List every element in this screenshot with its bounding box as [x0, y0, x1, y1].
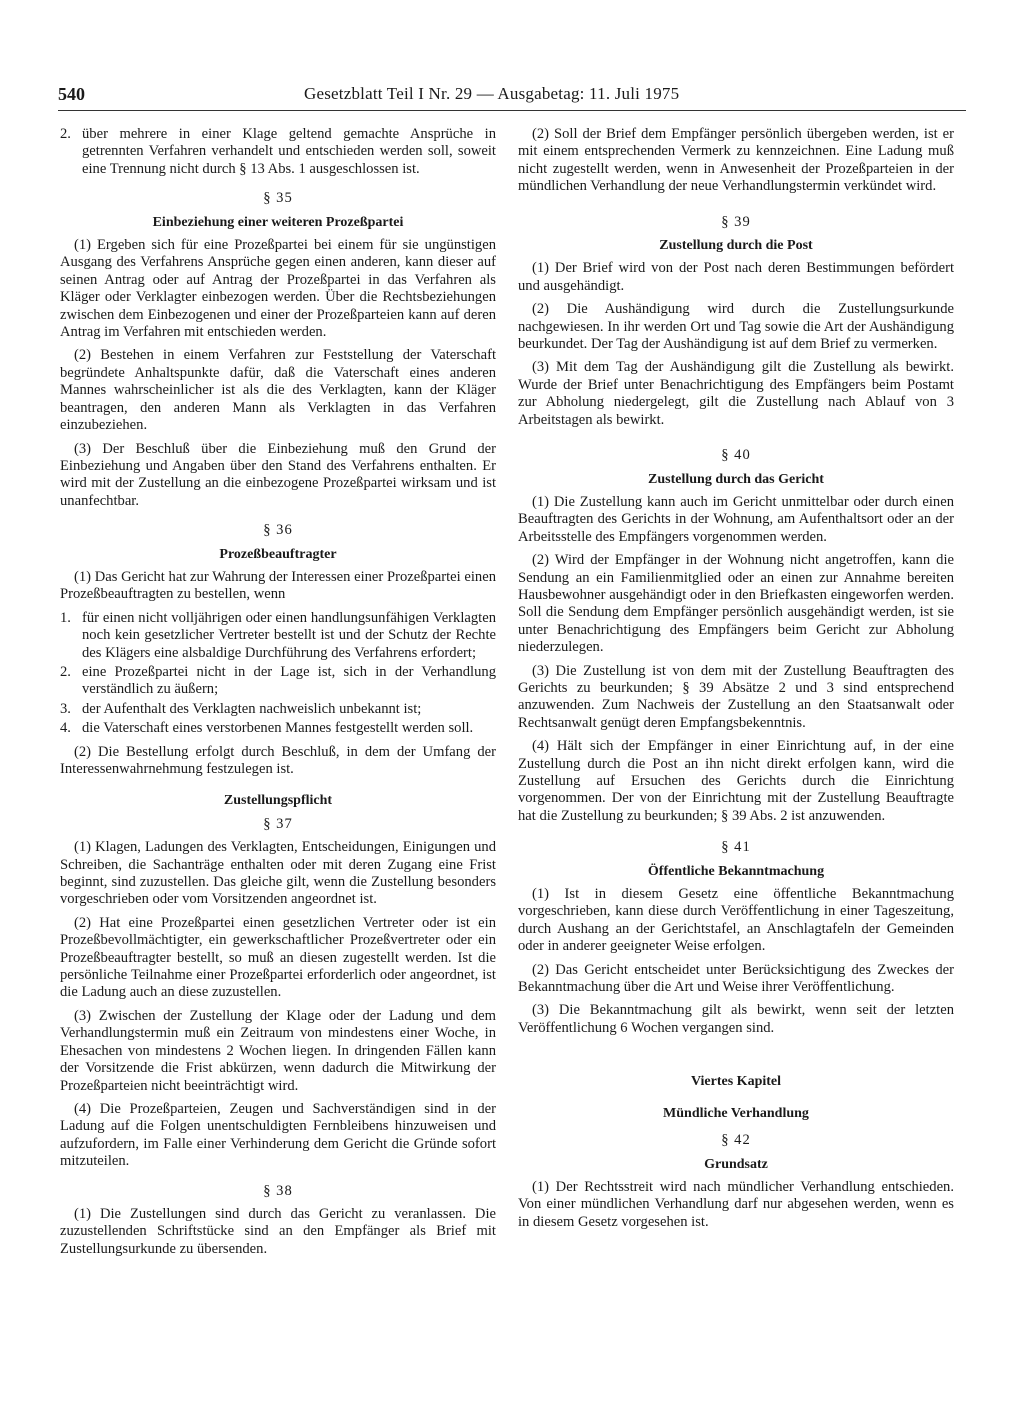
- paragraph: (3) Der Beschluß über die Einbeziehung muß den Grund der Einbeziehung und Angaben über den Stand des Verfahrens enthalten. Er wird mit der Zustellung an die einbezogene Prozeßpartei wirksam und ist unanfechtbar.: [60, 440, 496, 509]
- paragraph: (4) Die Prozeßparteien, Zeugen und Sachverständigen sind in der Ladung auf die Folgen unentschuldigten Fernbleibens hinzuweisen und aufzufordern, im Falle einer Verhinderung dem Gericht die Gründe sofort mitzuteilen.: [60, 1100, 496, 1170]
- section-42-number: § 42: [721, 1132, 751, 1149]
- zustellungspflicht-heading: Zustellungspflicht: [223, 793, 333, 809]
- header-title: Gesetzblatt Teil I Nr. 29 — Ausgabetag: 11. Juli 1975: [304, 84, 680, 103]
- paragraph: (2) Wird der Empfänger in der Wohnung nicht angetroffen, kann die Sendung an ein Familienmitglied oder an einen zur Annahme bereiten Hausbewohner ausgehändigt oder in den Briefkasten eingeworfen werden. Soll die Sendung dem Empfänger persönlich ausgehändigt werden, ist sie unter Benachrichtigung des Empfängers beim Gericht zur Abholung niederzulegen.: [518, 552, 954, 656]
- page-header: [58, 84, 966, 110]
- paragraph: (2) Hat eine Prozeßpartei einen gesetzlichen Vertreter oder ist ein Prozeßbevollmächtigter, ein gewerkschaftlicher Prozeßvertreter oder ein Prozeßbeauftragter bestellt, so muß an diesen zugestellt werden. Ist die persönliche Teilnahme einer Prozeßpartei erforderlich oder angeordnet, ist die Ladung auch an diese zuzustellen.: [60, 914, 496, 1001]
- paragraph: (1) Klagen, Ladungen des Verklagten, Entscheidungen, Einigungen und Schreiben, die Sachanträge enthalten oder mit deren Zugang eine Frist beginnt, sind zuzustellen. Das gleiche gilt, wenn die Zustellung besonders vorgeschrieben oder vom Vorsitzenden angeordnet ist.: [60, 839, 496, 908]
- section-38-number: § 38: [263, 1182, 293, 1199]
- section-40-number: § 40: [721, 447, 751, 464]
- paragraph: (3) Die Zustellung ist von dem mit der Zustellung Beauftragten des Gerichts zu beurkunden; § 39 Absätze 2 und 3 sind entsprechend anzuwenden. Zum Nachweis der Zustellung an den Staatsanwalt oder Rechtsanwalt genügt deren Empfangsbekenntnis.: [518, 662, 954, 731]
- paragraph: (2) Die Aushändigung wird durch die Zustellungsurkunde nachgewiesen. In ihr werden Ort und Tag sowie die Art der Aushändigung beurkundet. Der Tag der Aushändigung ist auf dem Brief zu vermerken.: [518, 301, 954, 353]
- chapter-label: Viertes Kapitel: [690, 1074, 782, 1090]
- section-37-number: § 37: [263, 815, 293, 832]
- paragraph: (1) Der Brief wird von der Post nach deren Bestimmungen befördert und ausgehändigt.: [518, 260, 954, 294]
- list-item: 3. der Aufenthalt des Verklagten nachweislich unbekannt ist;: [60, 700, 422, 717]
- left-column: [60, 126, 496, 1264]
- paragraph: (3) Mit dem Tag der Aushändigung gilt die Zustellung als bewirkt. Wurde der Brief unter Benachrichtigung des Empfängers beim Postamt zur Abholung niedergelegt, gilt die Zustellung nach Ablauf von 3 Arbeitstagen als bewirkt.: [518, 359, 954, 428]
- list-item: 2. eine Prozeßpartei nicht in der Lage ist, sich in der Verhandlung verständlich zu äußern;: [60, 663, 496, 698]
- paragraph: (1) Die Zustellung kann auch im Gericht unmittelbar oder durch einen Beauftragten des Gerichts in der Wohnung, am Aufenthaltsort oder an der Arbeitsstelle des Empfängers vorgenommen werden.: [518, 493, 954, 545]
- section-40-heading: Zustellung durch das Gericht: [648, 471, 824, 487]
- paragraph: (2) Soll der Brief dem Empfänger persönlich übergeben werden, ist er mit einem entsprechenden Vermerk zu kennzeichnen. Eine Ladung muß nicht zugestellt werden, wenn in Anwesenheit der Prozeßparteien in der mündlichen Verhandlung der neue Verhandlungstermin verkündet wird.: [518, 126, 954, 195]
- section-35-heading: Einbeziehung einer weiteren Prozeßpartei: [152, 214, 404, 230]
- section-35-number: § 35: [263, 190, 293, 207]
- paragraph: (4) Hält sich der Empfänger in einer Einrichtung auf, in der eine Zustellung durch die Post an ihn nicht direkt erfolgen kann, wird die Zustellung auf Ersuchen des Gerichts durch die Einrichtung vorgenommen. Der von der Einrichtung mit der Zustellung Beauftragte hat die Zustellung zu beurkunden; § 39 Abs. 2 ist anzuwenden.: [518, 738, 954, 824]
- paragraph: (3) Die Bekanntmachung gilt als bewirkt, wenn seit der letzten Veröffentlichung 6 Wochen vergangen sind.: [518, 1002, 954, 1036]
- section-41-number: § 41: [721, 839, 751, 856]
- section-39-heading: Zustellung durch die Post: [659, 238, 813, 254]
- paragraph: (3) Zwischen der Zustellung der Klage oder der Ladung und dem Verhandlungstermin muß ein Zeitraum von mindestens einer Woche, in Ehesachen von mindestens 2 Wochen liegen. In dringenden Fällen kann der Vorsitzende die Frist abkürzen, wenn dadurch die Mitwirkung der Prozeßparteien nicht beeinträchtigt wird.: [60, 1007, 496, 1094]
- paragraph: (1) Der Rechtsstreit wird nach mündlicher Verhandlung entschieden. Von einer mündlichen Verhandlung darf nur abgesehen werden, wenn es in diesem Gesetz vorgesehen ist.: [518, 1178, 954, 1230]
- chapter-title: Mündliche Verhandlung: [663, 1105, 809, 1121]
- section-36-number: § 36: [263, 522, 293, 539]
- numbered-list: [60, 610, 496, 738]
- paragraph: (1) Die Zustellungen sind durch das Gericht zu veranlassen. Die zuzustellenden Schriftstücke sind an den Empfänger als Brief mit Zustellungsurkunde zu übersenden.: [60, 1205, 496, 1257]
- header-rule: [58, 110, 966, 111]
- paragraph: (1) Ergeben sich für eine Prozeßpartei bei einem für sie ungünstigen Ausgang des Verfahrens Ansprüche gegen einen anderen, kann dieser auf seinen Antrag oder auf Antrag der Prozeßpartei in das Verfahren als Kläger oder Verklagter einbezogen werden. Über die Rechtsbeziehungen zwischen dem Einbezogenen und einer der Prozeßparteien kann auf deren Antrag im Verfahren mit entschieden werden.: [60, 237, 496, 341]
- paragraph: (2) Bestehen in einem Verfahren zur Feststellung der Vaterschaft begründete Anhaltspunkte dafür, daß die Vaterschaft eines anderen Mannes wahrscheinlicher ist als die des Verklagten, kann der Kläger beantragen, den anderen Mann als Verklagten in das Verfahren einzubeziehen.: [60, 347, 496, 434]
- list-item: 4. die Vaterschaft eines verstorbenen Mannes festgestellt werden soll.: [60, 720, 474, 737]
- paragraph: (2) Das Gericht entscheidet unter Berücksichtigung des Zweckes der Bekanntmachung über die Art und Weise ihrer Veröffentlichung.: [518, 961, 954, 996]
- section-39-number: § 39: [721, 213, 751, 230]
- right-column: [518, 126, 954, 1237]
- paragraph: (2) Die Bestellung erfolgt durch Beschluß, in dem der Umfang der Interessenwahrnehmung festzulegen ist.: [60, 743, 496, 777]
- section-36-heading: Prozeßbeauftragter: [219, 546, 337, 562]
- continued-list-item: 2. über mehrere in einer Klage geltend gemachte Ansprüche in getrennten Verfahren verhandelt und entschieden werden soll, soweit eine Trennung nicht durch § 13 Abs. 1 ausgeschlossen ist.: [60, 126, 496, 177]
- paragraph: (1) Das Gericht hat zur Wahrung der Interessen einer Prozeßpartei einen Prozeßbeauftragten zu bestellen, wenn: [60, 568, 496, 603]
- section-42-heading: Grundsatz: [704, 1156, 768, 1172]
- page-number: 540: [58, 84, 85, 104]
- section-41-heading: Öffentliche Bekanntmachung: [647, 863, 825, 879]
- paragraph: (1) Ist in diesem Gesetz eine öffentliche Bekanntmachung vorgeschrieben, kann diese durch Veröffentlichung in einer Tageszeitung, durch Aushang an der Gerichtstafel, an Anschlagtafeln der Gemeinden oder in anderer geeigneter Weise erfolgen.: [518, 886, 954, 955]
- list-item: 1. für einen nicht volljährigen oder einen handlungsunfähigen Verklagten noch kein gesetzlicher Vertreter bestellt ist und der Schutz der Rechte des Klägers eine alsbaldige Durchführung des Verfahrens erfordert;: [60, 609, 496, 661]
